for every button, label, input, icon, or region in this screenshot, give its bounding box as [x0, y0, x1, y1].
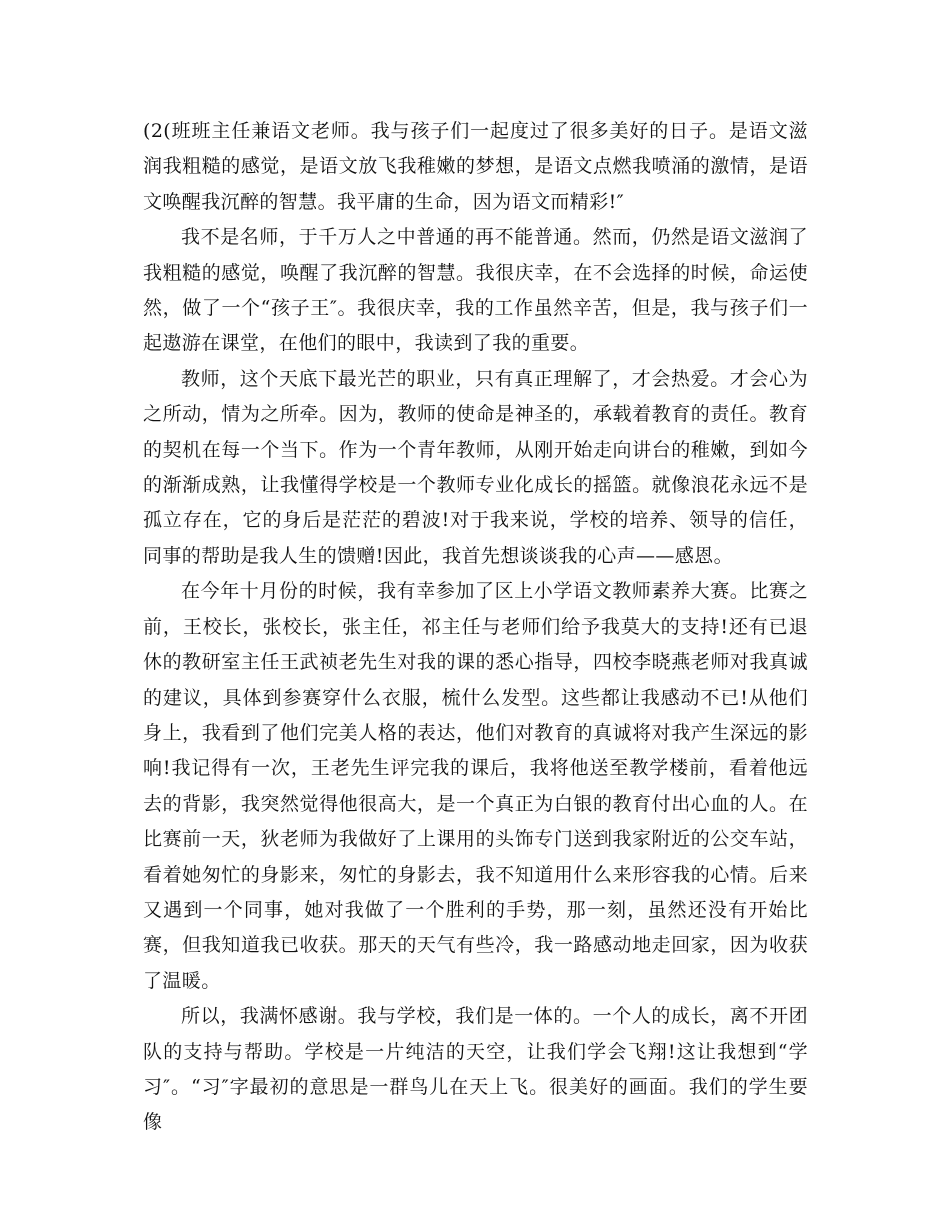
paragraph-4: 在今年十月份的时候，我有幸参加了区上小学语文教师素养大赛。比赛之前，王校长，张校长，张主任，祁主任与老师们给予我莫大的支持!还有已退休的教研室主任王武祯老先生对我的课的悉心指导，四校李晓燕老师对我真诚的建议，具体到参赛穿什么衣服，梳什么发型。这些都让我感动不已!从他们身上，我看到了他们完美人格的表达，他们对教育的真诚将对我产生深远的影响!我记得有一次，王老先生评完我的课后，我将他送至教学楼前，看着他远去的背影，我突然觉得他很高大，是一个真正为白银的教育付出心血的人。在比赛前一天，狄老师为我做好了上课用的头饰专门送到我家附近的公交车站，看着她匆忙的身影来，匆忙的身影去，我不知道用什么来形容我的心情。后来又遇到一个同事，她对我做了一个胜利的手势，那一刻，虽然还没有开始比赛，但我知道我已收获。那天的天气有些冷，我一路感动地走回家，因为收获了温暖。	[143, 580, 808, 992]
paragraph-5: 所以，我满怀感谢。我与学校，我们是一体的。一个人的成长，离不开团队的支持与帮助。学校是一片纯洁的天空，让我们学会飞翔!这让我想到“学习″。“习″字最初的意思是一群鸟儿在天上飞。很美好的画面。我们的学生要像	[143, 1005, 808, 1134]
paragraph-1: (2(班班主任兼语文老师。我与孩子们一起度过了很多美好的日子。是语文滋润我粗糙的感觉，是语文放飞我稚嫩的梦想，是语文点燃我喷涌的激情，是语文唤醒我沉醉的智慧。我平庸的生命，因为语文而精彩!″	[143, 120, 808, 213]
document-page	[143, 114, 808, 1141]
paragraph-3: 教师，这个天底下最光芒的职业，只有真正理解了，才会热爱。才会心为之所动，情为之所牵。因为，教师的使命是神圣的，承载着教育的责任。教育的契机在每一个当下。作为一个青年教师，从刚开始走向讲台的稚嫩，到如今的渐渐成熟，让我懂得学校是一个教师专业化成长的摇篮。就像浪花永远不是孤立存在，它的身后是茫茫的碧波!对于我来说，学校的培养、领导的信任，同事的帮助是我人生的馈赠!因此，我首先想谈谈我的心声——感恩。	[143, 367, 808, 567]
paragraph-2: 我不是名师，于千万人之中普通的再不能普通。然而，仍然是语文滋润了我粗糙的感觉，唤醒了我沉醉的智慧。我很庆幸，在不会选择的时候，命运使然，做了一个“孩子王″。我很庆幸，我的工作虽然辛苦，但是，我与孩子们一起遨游在课堂，在他们的眼中，我读到了我的重要。	[143, 226, 808, 355]
